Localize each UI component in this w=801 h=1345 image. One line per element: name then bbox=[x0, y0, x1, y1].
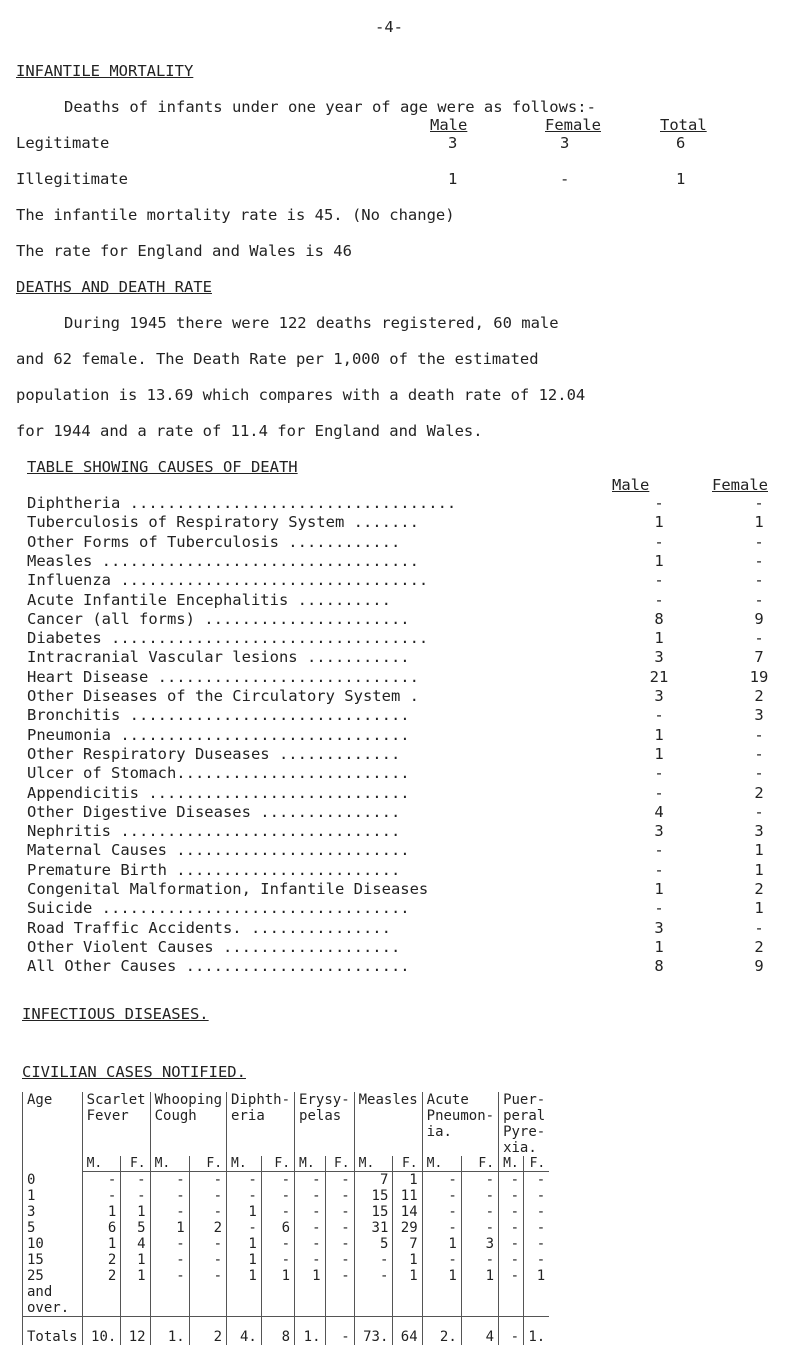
case-count: 1 bbox=[393, 1268, 422, 1317]
case-count: 6 bbox=[261, 1220, 294, 1236]
case-count: 2 bbox=[189, 1220, 226, 1236]
cause-label: Ulcer of Stomach......................... bbox=[27, 764, 410, 782]
case-count: - bbox=[261, 1172, 294, 1189]
cause-male-count: 21 bbox=[639, 668, 679, 686]
case-count: - bbox=[524, 1204, 550, 1220]
infant-row-male: 1 bbox=[448, 170, 457, 188]
case-count: - bbox=[422, 1172, 461, 1189]
case-count: 14 bbox=[393, 1204, 422, 1220]
infant-row-male: 3 bbox=[448, 134, 457, 152]
cause-female-count: 1 bbox=[739, 513, 779, 531]
cause-male-count: - bbox=[639, 841, 679, 859]
cause-female-count: - bbox=[739, 533, 779, 551]
totals-label: Totals bbox=[23, 1317, 83, 1345]
cause-row bbox=[27, 861, 787, 880]
case-count: - bbox=[461, 1188, 498, 1204]
causes-heading: TABLE SHOWING CAUSES OF DEATH bbox=[27, 458, 298, 476]
cause-male-count: - bbox=[639, 706, 679, 724]
cause-label: Cancer (all forms) ...................... bbox=[27, 610, 410, 628]
case-count: 31 bbox=[354, 1220, 393, 1236]
cause-female-count: 1 bbox=[739, 899, 779, 917]
infant-heading: INFANTILE MORTALITY bbox=[16, 62, 193, 80]
age-cell: 15 bbox=[23, 1252, 83, 1268]
cause-label: Diabetes .................................. bbox=[27, 629, 428, 647]
cause-male-count: - bbox=[639, 861, 679, 879]
case-count: 1 bbox=[295, 1268, 325, 1317]
case-count: - bbox=[121, 1172, 150, 1189]
case-count: 1 bbox=[524, 1268, 550, 1317]
case-count: - bbox=[150, 1236, 189, 1252]
case-count: 2 bbox=[82, 1268, 121, 1317]
sex-header-row bbox=[23, 1156, 550, 1172]
page-number: -4- bbox=[375, 18, 403, 36]
case-count: 4 bbox=[121, 1236, 150, 1252]
case-count: - bbox=[422, 1252, 461, 1268]
cause-male-count: - bbox=[639, 899, 679, 917]
causes-col-male: Male bbox=[612, 476, 649, 494]
deaths-paragraph-line: and 62 female. The Death Rate per 1,000 of the estimated bbox=[16, 350, 539, 368]
case-count: 1 bbox=[150, 1220, 189, 1236]
case-count: - bbox=[325, 1172, 354, 1189]
cause-label: Heart Disease ............................ bbox=[27, 668, 419, 686]
total-count: 8 bbox=[261, 1317, 294, 1345]
cause-label: All Other Causes ........................ bbox=[27, 957, 410, 975]
case-count: 1 bbox=[121, 1252, 150, 1268]
case-count: 1 bbox=[261, 1268, 294, 1317]
cause-row bbox=[27, 957, 787, 976]
cause-label: Influenza ................................. bbox=[27, 571, 428, 589]
case-count: 15 bbox=[354, 1188, 393, 1204]
total-count: 10. bbox=[82, 1317, 121, 1345]
female-header: F. bbox=[524, 1156, 550, 1172]
disease-header: Measles bbox=[354, 1092, 422, 1156]
male-header: M. bbox=[422, 1156, 461, 1172]
case-count: - bbox=[524, 1252, 550, 1268]
cause-female-count: - bbox=[739, 919, 779, 937]
case-count: 7 bbox=[354, 1172, 393, 1189]
cause-row bbox=[27, 938, 787, 957]
cause-female-count: 9 bbox=[739, 610, 779, 628]
cause-female-count: 19 bbox=[739, 668, 779, 686]
case-count: - bbox=[189, 1252, 226, 1268]
total-count: - bbox=[325, 1317, 354, 1345]
infant-rate-line: The infantile mortality rate is 45. (No change) bbox=[16, 206, 455, 224]
case-count: - bbox=[295, 1236, 325, 1252]
case-count: - bbox=[524, 1220, 550, 1236]
case-count: - bbox=[82, 1172, 121, 1189]
cause-female-count: 3 bbox=[739, 706, 779, 724]
age-cell: 3 bbox=[23, 1204, 83, 1220]
cause-female-count: - bbox=[739, 629, 779, 647]
cause-row bbox=[27, 629, 787, 648]
cause-row bbox=[27, 726, 787, 745]
case-count: - bbox=[295, 1252, 325, 1268]
case-count: - bbox=[261, 1252, 294, 1268]
case-count: - bbox=[150, 1252, 189, 1268]
cause-label: Pneumonia ............................... bbox=[27, 726, 410, 744]
case-count: 1 bbox=[227, 1268, 262, 1317]
cause-row bbox=[27, 919, 787, 938]
cause-row bbox=[27, 494, 787, 513]
cause-label: Suicide ................................. bbox=[27, 899, 410, 917]
infant-col-female: Female bbox=[545, 116, 601, 134]
case-count: - bbox=[422, 1220, 461, 1236]
female-header: F. bbox=[121, 1156, 150, 1172]
case-count: - bbox=[261, 1188, 294, 1204]
disease-header: Erysy- pelas bbox=[295, 1092, 355, 1156]
disease-header: Diphth- eria bbox=[227, 1092, 295, 1156]
case-count: - bbox=[461, 1172, 498, 1189]
cause-male-count: - bbox=[639, 494, 679, 512]
cause-male-count: 1 bbox=[639, 938, 679, 956]
cause-male-count: 1 bbox=[639, 745, 679, 763]
case-count: - bbox=[422, 1204, 461, 1220]
case-count: - bbox=[227, 1172, 262, 1189]
male-header: M. bbox=[499, 1156, 524, 1172]
disease-header: Scarlet Fever bbox=[82, 1092, 150, 1156]
case-count: - bbox=[295, 1220, 325, 1236]
total-count: 1. bbox=[524, 1317, 550, 1345]
case-count: - bbox=[189, 1172, 226, 1189]
table-row bbox=[23, 1204, 550, 1220]
case-count: 1 bbox=[121, 1268, 150, 1317]
cause-row bbox=[27, 745, 787, 764]
infectious-subheading: CIVILIAN CASES NOTIFIED. bbox=[22, 1063, 246, 1081]
female-header: F. bbox=[461, 1156, 498, 1172]
cause-female-count: - bbox=[739, 726, 779, 744]
case-count: 6 bbox=[82, 1220, 121, 1236]
cause-female-count: - bbox=[739, 764, 779, 782]
age-cell: 0 bbox=[23, 1172, 83, 1189]
case-count: - bbox=[295, 1204, 325, 1220]
cause-female-count: 2 bbox=[739, 938, 779, 956]
case-count: 5 bbox=[121, 1220, 150, 1236]
total-count: 64 bbox=[393, 1317, 422, 1345]
male-header: M. bbox=[82, 1156, 121, 1172]
case-count: - bbox=[189, 1188, 226, 1204]
cause-male-count: 3 bbox=[639, 822, 679, 840]
case-count: - bbox=[325, 1252, 354, 1268]
cause-female-count: - bbox=[739, 494, 779, 512]
infant-col-male: Male bbox=[430, 116, 467, 134]
case-count: - bbox=[461, 1252, 498, 1268]
disease-header: Acute Pneumon- ia. bbox=[422, 1092, 498, 1156]
total-count: - bbox=[499, 1317, 524, 1345]
cause-label: Other Diseases of the Circulatory System . bbox=[27, 687, 419, 705]
cause-male-count: - bbox=[639, 764, 679, 782]
cause-female-count: - bbox=[739, 552, 779, 570]
age-cell: 10 bbox=[23, 1236, 83, 1252]
case-count: - bbox=[150, 1204, 189, 1220]
female-header: F. bbox=[393, 1156, 422, 1172]
case-count: - bbox=[325, 1236, 354, 1252]
infectious-heading: INFECTIOUS DISEASES. bbox=[22, 1005, 209, 1023]
cause-male-count: - bbox=[639, 591, 679, 609]
case-count: - bbox=[354, 1252, 393, 1268]
female-header: F. bbox=[189, 1156, 226, 1172]
cause-male-count: - bbox=[639, 533, 679, 551]
table-row bbox=[23, 1252, 550, 1268]
cause-row bbox=[27, 552, 787, 571]
total-count: 73. bbox=[354, 1317, 393, 1345]
case-count: - bbox=[325, 1268, 354, 1317]
cause-label: Other Respiratory Duseases ............. bbox=[27, 745, 400, 763]
cause-label: Other Forms of Tuberculosis ............ bbox=[27, 533, 400, 551]
cause-row bbox=[27, 533, 787, 552]
case-count: - bbox=[461, 1204, 498, 1220]
infant-row-female: - bbox=[560, 170, 569, 188]
cause-female-count: 1 bbox=[739, 861, 779, 879]
cause-row bbox=[27, 687, 787, 706]
deaths-paragraph-line: During 1945 there were 122 deaths registered, 60 male bbox=[64, 314, 559, 332]
infant-row-label: Illegitimate bbox=[16, 170, 128, 188]
cause-label: Congenital Malformation, Infantile Diseases bbox=[27, 880, 428, 898]
cause-male-count: 3 bbox=[639, 687, 679, 705]
infant-row-total: 6 bbox=[676, 134, 685, 152]
cause-row bbox=[27, 591, 787, 610]
total-count: 2. bbox=[422, 1317, 461, 1345]
male-header: M. bbox=[295, 1156, 325, 1172]
total-count: 4. bbox=[227, 1317, 262, 1345]
male-header: M. bbox=[227, 1156, 262, 1172]
disease-header: Puer- peral Pyre- xia. bbox=[499, 1092, 550, 1156]
cause-row bbox=[27, 841, 787, 860]
case-count: 15 bbox=[354, 1204, 393, 1220]
cause-row bbox=[27, 706, 787, 725]
case-count: 2 bbox=[82, 1252, 121, 1268]
case-count: 7 bbox=[393, 1236, 422, 1252]
cause-label: Bronchitis .............................. bbox=[27, 706, 410, 724]
table-row bbox=[23, 1172, 550, 1189]
cause-female-count: 2 bbox=[739, 880, 779, 898]
cause-label: Intracranial Vascular lesions ........... bbox=[27, 648, 410, 666]
cause-label: Nephritis .............................. bbox=[27, 822, 400, 840]
cause-male-count: 4 bbox=[639, 803, 679, 821]
case-count: 29 bbox=[393, 1220, 422, 1236]
cause-female-count: - bbox=[739, 571, 779, 589]
cause-female-count: 1 bbox=[739, 841, 779, 859]
case-count: - bbox=[295, 1172, 325, 1189]
cause-row bbox=[27, 668, 787, 687]
total-count: 2 bbox=[189, 1317, 226, 1345]
case-count: - bbox=[499, 1252, 524, 1268]
cause-male-count: 1 bbox=[639, 513, 679, 531]
case-count: - bbox=[261, 1236, 294, 1252]
cause-female-count: - bbox=[739, 803, 779, 821]
case-count: - bbox=[499, 1188, 524, 1204]
cause-female-count: 7 bbox=[739, 648, 779, 666]
cause-label: Other Violent Causes ................... bbox=[27, 938, 400, 956]
case-count: - bbox=[189, 1204, 226, 1220]
cause-label: Measles .................................. bbox=[27, 552, 419, 570]
total-count: 4 bbox=[461, 1317, 498, 1345]
case-count: - bbox=[524, 1188, 550, 1204]
case-count: - bbox=[227, 1188, 262, 1204]
age-cell: 25 and over. bbox=[23, 1268, 83, 1317]
total-count: 12 bbox=[121, 1317, 150, 1345]
cause-label: Tuberculosis of Respiratory System ....... bbox=[27, 513, 419, 531]
case-count: - bbox=[295, 1188, 325, 1204]
female-header: F. bbox=[325, 1156, 354, 1172]
female-header: F. bbox=[261, 1156, 294, 1172]
cause-label: Other Digestive Diseases ............... bbox=[27, 803, 400, 821]
case-count: - bbox=[524, 1172, 550, 1189]
case-count: 1 bbox=[393, 1172, 422, 1189]
cause-female-count: 3 bbox=[739, 822, 779, 840]
total-count: 1. bbox=[150, 1317, 189, 1345]
cause-row bbox=[27, 899, 787, 918]
infectious-cases-table bbox=[22, 1092, 549, 1345]
case-count: 1 bbox=[82, 1236, 121, 1252]
table-row bbox=[23, 1236, 550, 1252]
case-count: 1 bbox=[227, 1236, 262, 1252]
cause-male-count: 1 bbox=[639, 880, 679, 898]
case-count: - bbox=[499, 1172, 524, 1189]
cause-row bbox=[27, 610, 787, 629]
disease-header: Whooping Cough bbox=[150, 1092, 226, 1156]
total-count: 1. bbox=[295, 1317, 325, 1345]
cause-male-count: - bbox=[639, 784, 679, 802]
cause-label: Appendicitis ............................ bbox=[27, 784, 410, 802]
case-count: 1 bbox=[422, 1236, 461, 1252]
cause-male-count: 8 bbox=[639, 957, 679, 975]
cause-male-count: 1 bbox=[639, 552, 679, 570]
case-count: - bbox=[499, 1220, 524, 1236]
cause-row bbox=[27, 571, 787, 590]
case-count: - bbox=[189, 1268, 226, 1317]
case-count: - bbox=[189, 1236, 226, 1252]
cause-label: Maternal Causes ......................... bbox=[27, 841, 410, 859]
cause-male-count: 8 bbox=[639, 610, 679, 628]
cause-female-count: - bbox=[739, 745, 779, 763]
cause-male-count: 3 bbox=[639, 919, 679, 937]
cause-row bbox=[27, 822, 787, 841]
table-row bbox=[23, 1268, 550, 1317]
cause-male-count: - bbox=[639, 571, 679, 589]
age-cell: 5 bbox=[23, 1220, 83, 1236]
table-row bbox=[23, 1188, 550, 1204]
case-count: 1 bbox=[227, 1252, 262, 1268]
infant-intro: Deaths of infants under one year of age were as follows:- bbox=[64, 98, 596, 116]
cause-row bbox=[27, 803, 787, 822]
case-count: - bbox=[325, 1188, 354, 1204]
infant-row-female: 3 bbox=[560, 134, 569, 152]
case-count: - bbox=[499, 1204, 524, 1220]
cause-label: Road Traffic Accidents. ............... bbox=[27, 919, 391, 937]
cause-female-count: 9 bbox=[739, 957, 779, 975]
case-count: - bbox=[121, 1188, 150, 1204]
cause-label: Premature Birth ........................ bbox=[27, 861, 400, 879]
case-count: 1 bbox=[393, 1252, 422, 1268]
cause-female-count: 2 bbox=[739, 687, 779, 705]
case-count: - bbox=[261, 1204, 294, 1220]
case-count: 3 bbox=[461, 1236, 498, 1252]
case-count: 1 bbox=[422, 1268, 461, 1317]
case-count: - bbox=[325, 1204, 354, 1220]
deaths-paragraph-line: population is 13.69 which compares with a death rate of 12.04 bbox=[16, 386, 585, 404]
male-header: M. bbox=[354, 1156, 393, 1172]
case-count: - bbox=[499, 1268, 524, 1317]
causes-col-female: Female bbox=[712, 476, 768, 494]
case-count: 1 bbox=[461, 1268, 498, 1317]
case-count: 5 bbox=[354, 1236, 393, 1252]
case-count: - bbox=[499, 1236, 524, 1252]
case-count: - bbox=[524, 1236, 550, 1252]
table-row bbox=[23, 1220, 550, 1236]
deaths-heading: DEATHS AND DEATH RATE bbox=[16, 278, 212, 296]
case-count: - bbox=[150, 1268, 189, 1317]
age-cell: 1 bbox=[23, 1188, 83, 1204]
england-rate-line: The rate for England and Wales is 46 bbox=[16, 242, 352, 260]
infant-col-total: Total bbox=[660, 116, 707, 134]
case-count: - bbox=[422, 1188, 461, 1204]
cause-label: Acute Infantile Encephalitis .......... bbox=[27, 591, 391, 609]
cause-male-count: 1 bbox=[639, 726, 679, 744]
case-count: - bbox=[82, 1188, 121, 1204]
infant-row-total: 1 bbox=[676, 170, 685, 188]
cause-row bbox=[27, 648, 787, 667]
deaths-paragraph-line: for 1944 and a rate of 11.4 for England and Wales. bbox=[16, 422, 483, 440]
case-count: 1 bbox=[121, 1204, 150, 1220]
case-count: - bbox=[461, 1220, 498, 1236]
infant-row-label: Legitimate bbox=[16, 134, 109, 152]
male-header: M. bbox=[150, 1156, 189, 1172]
cause-male-count: 1 bbox=[639, 629, 679, 647]
case-count: - bbox=[150, 1188, 189, 1204]
case-count: - bbox=[325, 1220, 354, 1236]
cause-row bbox=[27, 784, 787, 803]
cause-row bbox=[27, 513, 787, 532]
cause-female-count: 2 bbox=[739, 784, 779, 802]
cause-row bbox=[27, 880, 787, 899]
cause-female-count: - bbox=[739, 591, 779, 609]
case-count: - bbox=[150, 1172, 189, 1189]
case-count: - bbox=[227, 1220, 262, 1236]
header-row bbox=[23, 1092, 550, 1156]
case-count: 1 bbox=[82, 1204, 121, 1220]
totals-row bbox=[23, 1317, 550, 1345]
age-header: Age bbox=[23, 1092, 83, 1172]
case-count: - bbox=[354, 1268, 393, 1317]
cause-male-count: 3 bbox=[639, 648, 679, 666]
cause-row bbox=[27, 764, 787, 783]
cause-label: Diphtheria ................................... bbox=[27, 494, 456, 512]
case-count: 11 bbox=[393, 1188, 422, 1204]
case-count: 1 bbox=[227, 1204, 262, 1220]
